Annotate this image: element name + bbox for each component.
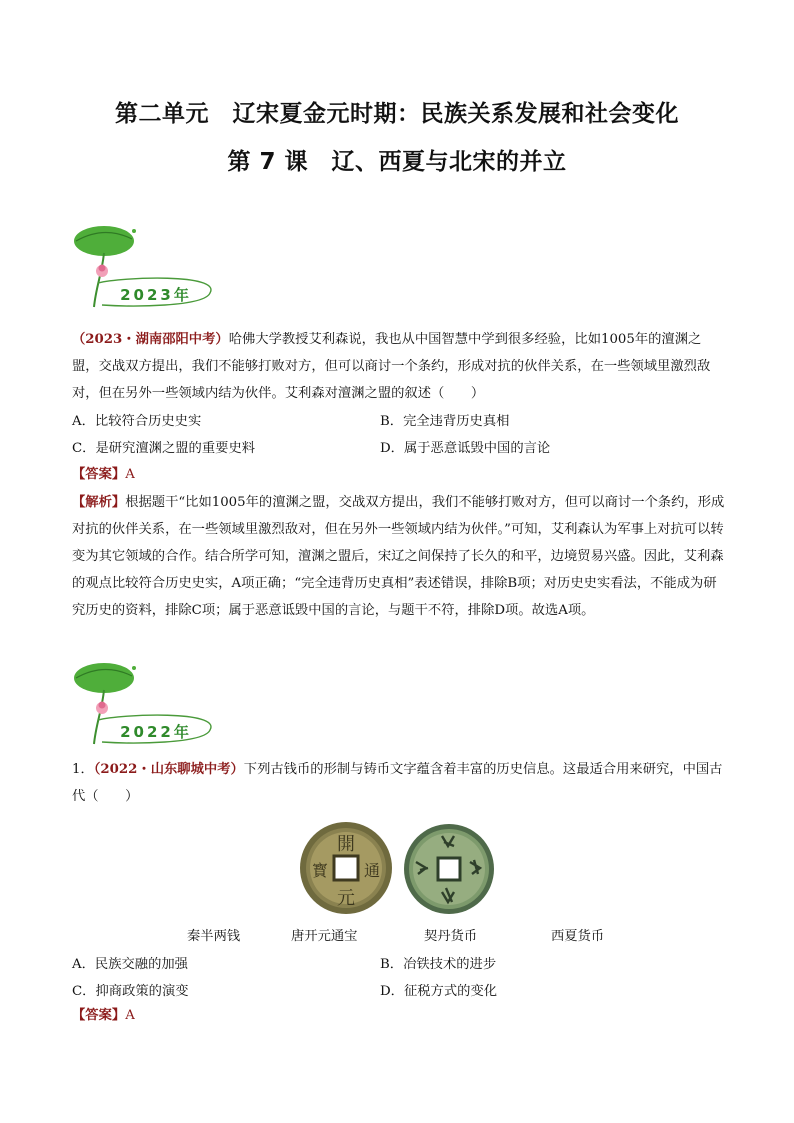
svg-text:開: 開: [337, 834, 355, 855]
lesson-title: 第 7 课 辽、西夏与北宋的并立: [227, 149, 567, 175]
analysis-2023: [72, 489, 726, 624]
question-text: 下列古钱币的形制与铸币文字蕴含着丰富的历史信息。这最适合用来研究，中国古代（ ）: [72, 762, 723, 804]
coin-image-xixia: [402, 822, 496, 916]
svg-text:通: 通: [363, 861, 381, 880]
coin-image-kaiyuan: [298, 820, 394, 916]
svg-text:元: 元: [337, 888, 355, 909]
option-c: C．是研究澶渊之盟的重要史料: [72, 441, 256, 456]
question-source: （2022・山东聊城中考）: [93, 762, 244, 777]
option-b: B．冶铁技术的进步: [380, 957, 497, 972]
option-b: B．完全违背历史真相: [380, 414, 510, 429]
question-2022: [72, 756, 726, 810]
coin-label: 契丹货币: [424, 929, 478, 944]
option-a: A．民族交融的加强: [72, 957, 188, 972]
option-a: A．比较符合历史史实: [72, 414, 202, 429]
svg-text:寳: 寳: [311, 861, 329, 880]
question-text: 哈佛大学教授艾利森说，我也从中国智慧中学到很多经验，比如1005年的澶渊之盟，交战双方提出，我们不能够打败对方，但可以商讨一个条约，形成对抗的伙伴关系，在一些领域里激烈敌对，但在另外一些领域内结为伙伴。艾利森对澶渊之盟的叙述（ ）: [72, 332, 711, 401]
answer-value: A: [125, 467, 135, 482]
question-number: 1．: [72, 762, 94, 777]
year-badge-2023: [72, 223, 212, 313]
answer-label: 【答案】: [72, 1008, 126, 1023]
question-source: （2023・湖南邵阳中考）: [72, 332, 229, 347]
question-2023: [72, 326, 726, 407]
answer-value: A: [125, 1008, 135, 1023]
year-label: 2022年: [120, 723, 192, 741]
option-d: D．属于恶意诋毁中国的言论: [380, 441, 551, 456]
coin-label: 秦半两钱: [187, 929, 241, 944]
coin-label: 西夏货币: [551, 929, 605, 944]
option-d: D．征税方式的变化: [380, 984, 498, 999]
option-c: C．抑商政策的演变: [72, 984, 189, 999]
answer-2022: [72, 1002, 726, 1029]
answer-label: 【答案】: [72, 467, 126, 482]
year-label: 2023年: [120, 286, 192, 304]
analysis-label: 【解析】: [72, 495, 126, 510]
unit-title: 第二单元 辽宋夏金元时期：民族关系发展和社会变化: [115, 101, 679, 127]
answer-2023: [72, 461, 726, 488]
coin-label: 唐开元通宝: [291, 929, 358, 944]
analysis-text: 根据题干“比如1005年的澶渊之盟，交战双方提出，我们不能够打败对方，但可以商讨一个条约，形成对抗的伙伴关系，在一些领域里激烈敌对，但在另外一些领域内结为伙伴。”可知，艾利森认为军事上对抗可以转变为其它领域的合作。结合所学可知，澶渊之盟后，宋辽之间保持了长久的和平，边境贸易兴盛。因此，艾利森的观点比较符合历史史实，A项正确；“完全违背历史真相”表述错误，排除B项；对历史史实看法，不能成为研究历史的资料，排除C项；属于恶意诋毁中国的言论，与题干不符，排除D项。故选A项。: [72, 495, 725, 618]
year-badge-2022: [72, 660, 212, 750]
